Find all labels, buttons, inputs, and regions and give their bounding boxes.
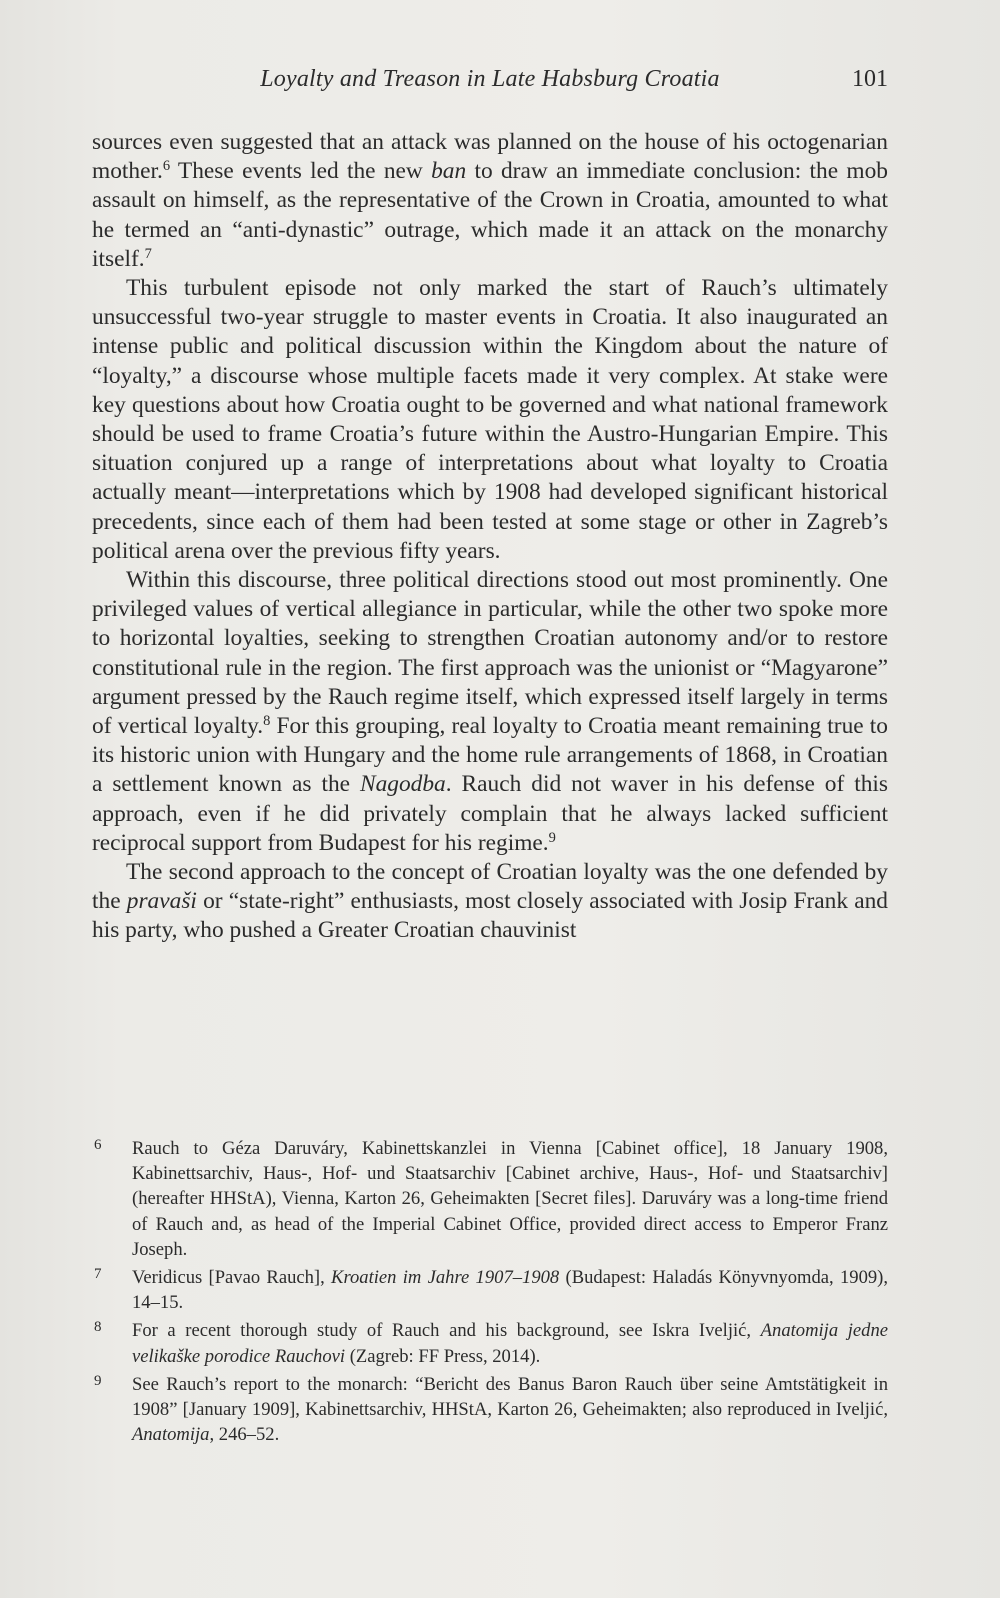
page-header <box>92 66 888 102</box>
paragraph-1 <box>92 128 888 274</box>
body-text <box>92 128 888 946</box>
text-run: This turbulent episode not only marked the start of Rauch’s ultimately unsuccessful two-year struggle to master events in Croatia. It also inaugurated an intense public and political discussion within the Kingdom about the nature of “loyalty,” a discourse whose multiple facets made it very complex. At stake were key questions about how Croatia ought to be governed and what national framework should be used to frame Croatia’s future within the Austro-Hungarian Empire. This situation conjured up a range of interpretations about what loyalty to Croatia actually meant—interpretations which by 1908 had developed significant historical precedents, since each of them had been tested at some stage or other in Zagreb’s political arena over the previous fifty years. <box>92 275 888 564</box>
text-run: sources even suggested that an attack was planned on the house of his octogenarian mother. <box>92 129 888 185</box>
italic-term: Nagodba <box>359 771 446 798</box>
footnote-ref-7[interactable]: 7 <box>144 245 152 262</box>
footnote-ref-6[interactable]: 6 <box>162 158 171 175</box>
footnote-text: (Budapest: Haladás Könyvnyomda, 1909), 14–15. <box>132 1267 888 1314</box>
footnote-text: Veridicus [Pavao Rauch], <box>132 1267 332 1289</box>
footnote-7 <box>92 1265 888 1315</box>
footnote-ref-9[interactable]: 9 <box>548 829 556 846</box>
footnote-number: 8 <box>94 1319 102 1336</box>
footnote-title: Anatomija <box>132 1424 210 1446</box>
page-number: 101 <box>852 66 888 92</box>
paragraph-2 <box>92 274 888 566</box>
footnote-title: Kroatien im Jahre 1907–1908 <box>331 1267 560 1289</box>
paragraph-3 <box>92 566 888 858</box>
footnote-9 <box>92 1372 888 1448</box>
text-run: or “state-right” enthusiasts, most closely associated with Josip Frank and his party, who pushed a Greater Croatian chauvinist <box>92 888 888 944</box>
footnote-text: See Rauch’s report to the monarch: “Bericht des Banus Baron Rauch über seine Amtstätigkeit in 1908” [January 1909], Kabinettsarchiv, HHStA, Karton 26, Geheimakten; also reproduced in Iveljić, <box>132 1373 888 1421</box>
footnote-ref-8[interactable]: 8 <box>263 713 271 730</box>
footnotes <box>92 1136 888 1450</box>
text-run: . Rauch did not waver in his defense of this approach, even if he did privately complain that he always lacked sufficient reciprocal support from Budapest for his regime. <box>92 771 888 856</box>
footnote-number: 6 <box>94 1137 102 1153</box>
footnote-number: 7 <box>94 1266 102 1283</box>
text-run: These events led the new <box>170 158 432 185</box>
footnote-8 <box>92 1318 888 1368</box>
running-head: Loyalty and Treason in Late Habsburg Croatia <box>260 66 720 92</box>
footnote-text: (Zagreb: FF Press, 2014). <box>345 1345 541 1367</box>
text-run: to draw an immediate conclusion: the mob assault on himself, as the representative of the Crown in Croatia, amounted to what he termed an “anti-dynastic” outrage, which made it an attack on the monarchy itself. <box>92 158 888 272</box>
footnote-text: For a recent thorough study of Rauch and his background, see Iskra Iveljić, <box>132 1320 761 1342</box>
text-run: The second approach to the concept of Croatian loyalty was the one defended by the <box>92 859 888 915</box>
paragraph-4 <box>92 858 888 946</box>
footnote-title: Anatomija jedne velikaške porodice Rauchovi <box>132 1320 889 1367</box>
italic-term: pravaši <box>126 888 197 915</box>
footnote-number: 9 <box>94 1372 102 1389</box>
text-run: Within this discourse, three political directions stood out most prominently. One privileged values of vertical allegiance in particular, while the other two spoke more to horizontal loyalties, seeking to strengthen Croatian autonomy and/or to restore constitutional rule in the region. The first approach was the unionist or “Magyarone” argument pressed by the Rauch regime itself, which expressed itself largely in terms of vertical loyalty. <box>92 567 888 740</box>
footnote-text: Rauch to Géza Daruváry, Kabinettskanzlei in Vienna [Cabinet office], 18 January 1908, Kabinettsarchiv, Haus-, Hof- und Staatsarchiv [Cabinet archive, Haus-, Hof- und Staatsarchiv] (hereafter HHStA), Vienna, Karton 26, Geheimakten [Secret files]. Daruváry was a long-time friend of Rauch and, as head of the Imperial Cabinet Office, provided direct access to Emperor Franz Joseph. <box>132 1138 888 1260</box>
footnote-text: , 246–52. <box>209 1424 280 1446</box>
italic-term: ban <box>431 158 467 185</box>
footnote-6 <box>92 1136 888 1262</box>
text-run: For this grouping, real loyalty to Croatia meant remaining true to its historic union with Hungary and the home rule arrangements of 1868, in Croatian a settlement known as the <box>92 713 888 798</box>
